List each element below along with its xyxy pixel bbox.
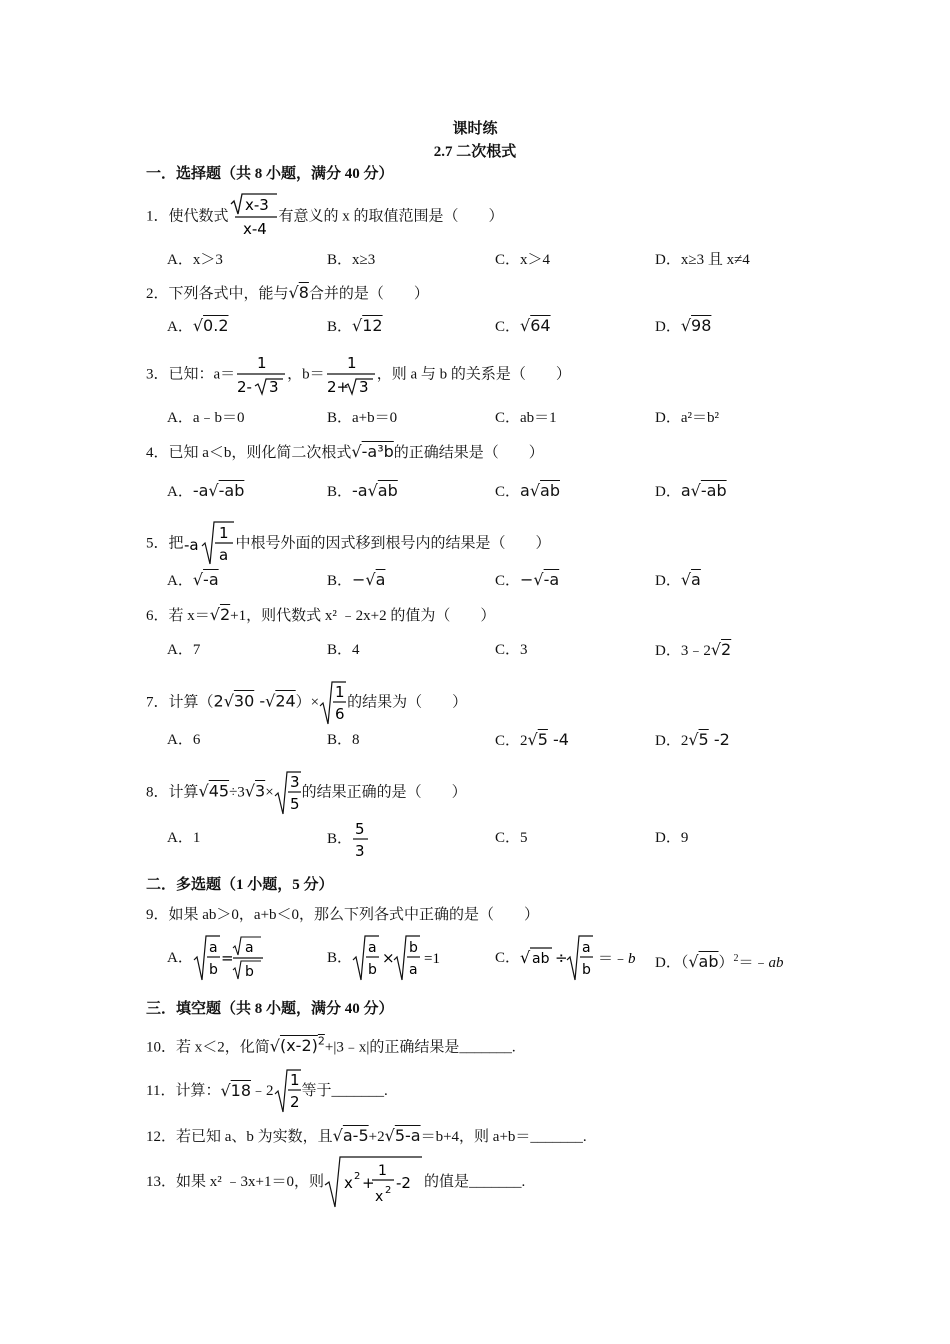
svg-text:ab: ab (532, 951, 550, 967)
q5-option-d[interactable]: D．√a (655, 570, 701, 589)
q7-option-b[interactable]: B．8 (327, 732, 360, 748)
radical-expression (324, 1155, 424, 1209)
svg-text:b: b (244, 964, 254, 980)
q9-option-b[interactable]: B． a b × b a =1 (327, 934, 462, 982)
question-9: 9．如果 ab＞0，a+b＜0，那么下列各式中正确的是（ ） (146, 907, 540, 923)
question-2: 2．下列各式中，能与√8合并的是（ ） (146, 283, 429, 302)
q9-option-c[interactable]: C． √ ab ÷ a b ＝﹣b (495, 934, 660, 982)
q6-option-c[interactable]: C．3 (495, 642, 528, 658)
question-13: 13．如果 x² ﹣3x+1＝0，则 x 2 + 1 x 2 -2 的值是_______. (146, 1155, 525, 1209)
svg-text:2: 2 (353, 1171, 361, 1182)
svg-text:a: a (208, 940, 218, 956)
question-6: 6．若 x＝√2+1，则代数式 x² ﹣2x+2 的值为（ ） (146, 605, 496, 624)
svg-text:1: 1 (289, 1071, 300, 1089)
radical-fraction (319, 680, 347, 726)
q3-option-b[interactable]: B．a+b＝0 (327, 410, 398, 426)
svg-text:+: + (361, 1174, 375, 1192)
question-10: 10．若 x＜2，化简$√(x-2)^2+|3﹣x|$的正确结果是_______. (146, 1035, 516, 1056)
svg-text:3: 3 (358, 378, 369, 396)
q5-option-a[interactable]: A．√-a (167, 570, 219, 589)
section-2-heading: 二．多选题（1 小题，5 分） (146, 877, 334, 893)
svg-text:=: = (220, 949, 234, 967)
svg-text:b: b (208, 962, 218, 978)
q3-option-d[interactable]: D．a²＝b² (655, 410, 719, 426)
svg-text:÷: ÷ (555, 949, 568, 967)
svg-text:5: 5 (289, 795, 300, 813)
section-1-heading: 一．选择题（共 8 小题，满分 40 分） (146, 166, 394, 182)
svg-text:3: 3 (269, 378, 279, 396)
svg-text:a: a (244, 940, 254, 956)
svg-text:-2: -2 (395, 1174, 411, 1192)
question-11: 11．计算：√18﹣2 1 2 等于_______. (146, 1071, 388, 1111)
svg-text:a: a (409, 962, 418, 978)
q5-option-c[interactable]: C．−√-a (495, 570, 560, 589)
q1-option-c[interactable]: C．x＞4 (495, 252, 551, 268)
page-title: 课时练 (452, 121, 498, 137)
svg-text:=1: =1 (424, 951, 440, 967)
svg-text:x-3: x-3 (244, 196, 269, 214)
question-8: 8．计算√45÷3√3× 3 5 的结果正确的是（ ） (146, 770, 467, 816)
q6-option-a[interactable]: A．7 (167, 642, 201, 658)
svg-text:1: 1 (346, 354, 357, 372)
svg-text:×: × (382, 949, 395, 967)
svg-text:a: a (218, 546, 228, 564)
svg-text:a: a (368, 940, 377, 956)
q4-option-a[interactable]: A．-a√-ab (167, 481, 245, 500)
q2-option-c[interactable]: C．√64 (495, 316, 551, 335)
q2-option-a[interactable]: A．√0.2 (167, 316, 229, 335)
svg-text:b: b (368, 962, 377, 978)
q1-option-d[interactable]: D．x≥3 且 x≠4 (655, 252, 750, 268)
q8-option-b[interactable]: B． 5 3 (327, 820, 365, 860)
svg-text:3: 3 (289, 773, 300, 791)
q5-option-b[interactable]: B．−√a (327, 570, 386, 589)
q9-option-a[interactable]: A． a b = a b (167, 934, 265, 982)
radical-fraction (184, 520, 236, 568)
q8-option-c[interactable]: C．5 (495, 830, 528, 846)
svg-text:b: b (582, 962, 591, 978)
q3-option-c[interactable]: C．ab＝1 (495, 410, 557, 426)
svg-text:√: √ (520, 948, 531, 967)
svg-text:6: 6 (335, 705, 345, 723)
svg-text:2: 2 (289, 1093, 300, 1111)
svg-text:b: b (409, 940, 418, 956)
svg-text:x: x (343, 1174, 353, 1192)
q3-option-a[interactable]: A．a﹣b＝0 (167, 410, 245, 426)
svg-text:x: x (374, 1189, 384, 1205)
q2-option-b[interactable]: B．√12 (327, 316, 383, 335)
svg-text:1: 1 (377, 1163, 387, 1179)
q2-option-d[interactable]: D．√98 (655, 316, 712, 335)
q7-option-c[interactable]: C．2√5 -4 (495, 730, 569, 749)
svg-text:1: 1 (257, 354, 267, 372)
radical-fraction (274, 770, 302, 816)
svg-text:-a: -a (183, 536, 199, 554)
svg-text:1: 1 (218, 524, 229, 542)
q6-option-b[interactable]: B．4 (327, 642, 360, 658)
fraction-radical (229, 192, 279, 242)
question-3: 3．已知：a＝ 1 2- 3 ，b＝ 1 2+ 3 ，则 a 与 b 的关系是（ ） (146, 354, 571, 396)
fraction-1 (235, 352, 287, 398)
svg-text:1: 1 (335, 683, 345, 701)
q4-option-c[interactable]: C．a√ab (495, 481, 560, 500)
q8-option-a[interactable]: A．1 (167, 830, 201, 846)
q8-option-d[interactable]: D．9 (655, 830, 689, 846)
section-3-heading: 三．填空题（共 8 小题，满分 40 分） (146, 1001, 394, 1017)
question-7: 7．计算（2√30 -√24）× 1 6 的结果为（ ） (146, 680, 467, 726)
q1-option-b[interactable]: B．x≥3 (327, 252, 376, 268)
svg-text:5: 5 (355, 820, 365, 838)
svg-text:2: 2 (384, 1185, 392, 1196)
question-12: 12．若已知 a、b 为实数，且√a-5+2√5-a＝b+4，则 a+b＝_______. (146, 1126, 587, 1145)
svg-text:a: a (582, 940, 591, 956)
page-subtitle: 2.7 二次根式 (433, 144, 517, 160)
q4-option-b[interactable]: B．-a√ab (327, 481, 398, 500)
question-5: 5．把 -a 1 a 中根号外面的因式移到根号内的结果是（ ） (146, 520, 551, 568)
q9-option-d[interactable]: D．$(√ab)^2=﹣ab$ (655, 952, 784, 971)
svg-text:2+: 2+ (326, 378, 349, 396)
q4-option-d[interactable]: D．a√-ab (655, 481, 727, 500)
fraction-2 (325, 352, 377, 398)
q7-option-a[interactable]: A．6 (167, 732, 201, 748)
question-4: 4．已知 a＜b，则化简二次根式√-a³b的正确结果是（ ） (146, 442, 544, 461)
question-1: 1．使代数式 x-3 x-4 有意义的 x 的取值范围是（ ） (146, 192, 504, 242)
svg-text:3: 3 (355, 842, 365, 860)
q1-option-a[interactable]: A．x＞3 (167, 252, 223, 268)
svg-text:＝﹣b: ＝﹣b (598, 951, 636, 967)
q6-option-d[interactable]: D．3﹣2√2 (655, 640, 732, 659)
svg-text:2-: 2- (237, 378, 253, 396)
svg-text:x-4: x-4 (242, 220, 267, 238)
q7-option-d[interactable]: D．2√5 -2 (655, 730, 730, 749)
